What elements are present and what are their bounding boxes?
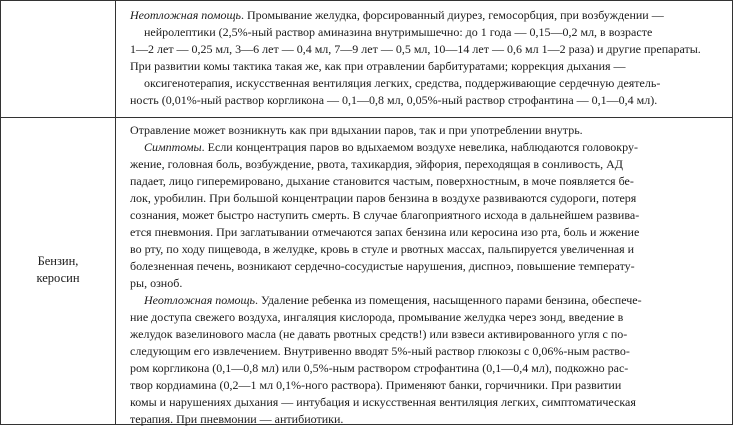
table-row-continuation (1, 1, 732, 118)
text-line: ность (0,01%-ный раствор коргликона — 0,1—0,8 мл, 0,05%-ный раствор строфантина — 0,1—0,4 мл). (130, 93, 658, 107)
substance-name-cell (1, 1, 116, 117)
table-row-benzin (1, 118, 732, 424)
description-cell (116, 118, 732, 424)
text-line: При развитии комы тактика такая же, как при отравлении барбитуратами; коррекция дыхания — (130, 59, 626, 73)
text-line: желудок вазелинового масла (не давать рвотных средств!) или взвеси активированного угля с по- (130, 327, 628, 341)
section-heading: Неотложная помощь (144, 293, 255, 307)
text-line: Неотложная помощь. Удаление ребенка из помещения, насыщенного парами бензина, обеспече- (144, 293, 642, 307)
text-line: лок, уробилин. При большой концентрации паров бензина в воздухе развиваются судороги, потеря (130, 191, 637, 205)
text-line: Отравление может возникнуть как при вдыхании паров, так и при употреблении внутрь. (130, 123, 583, 137)
text-line: болезненная печень, возникают сердечно-сосудистые нарушения, диспноэ, повышение температу- (130, 259, 635, 273)
text-line: Симптомы. Если концентрация паров во вдыхаемом воздухе невелика, наблюдаются головокру- (144, 140, 638, 154)
text-line: во рту, по ходу пищевода, в желудке, кровь в стуле и рвотных массах, пальпируется увеличенная и (130, 242, 635, 256)
text-line: 1—2 лет — 0,25 мл, 3—6 лет — 0,4 мл, 7—9 лет — 0,5 мл, 10—14 лет — 0,6 мл 1—2 раза) и другие препараты. (130, 42, 701, 56)
text-line: комы и нарушениях дыхания — интубация и искусственная вентиляция легких, симптоматическая (130, 395, 636, 409)
text-line: ры, озноб. (130, 276, 183, 290)
text-line: падает, лицо гиперемировано, дыхание становится частым, поверхностным, в моче появляется бе- (130, 174, 634, 188)
text-line: Неотложная помощь. Промывание желудка, форсированный диурез, гемосорбция, при возбуждении — (130, 8, 664, 22)
text-line: нейролептики (2,5%-ный раствор аминазина внутримышечно: до 1 года — 0,15—0,2 мл, в возрасте (144, 25, 653, 39)
text-line: оксигенотерапия, искусственная вентиляция легких, средства, поддерживающие сердечную деятель- (144, 76, 661, 90)
text-line: следующим его извлечением. Внутривенно вводят 5%-ный раствор глюкозы с 0,06%-ным раство- (130, 344, 630, 358)
section-heading: Симптомы (144, 140, 202, 154)
text-line: твор кордиамина (0,2—1 мл 0,1%-ного раствора). Применяют банки, горчичники. При развитии (130, 378, 622, 392)
text-line: сознания, может быстро наступить смерть. В случае благоприятного исхода в дальнейшем развива- (130, 208, 640, 222)
text-line: жение, головная боль, возбуждение, рвота, тахикардия, эйфория, переходящая в сонливость, АД (130, 157, 623, 171)
text-line: ние доступа свежего воздуха, ингаляция кислорода, промывание желудка через зонд, введение в (130, 310, 624, 324)
text-line: ром коргликона (0,1—0,8 мл) или 0,5%-ным раствором строфантина (0,1—0,4 мл), подкожно рас- (130, 361, 629, 375)
text-line: терапия. При пневмонии — антибиотики. (130, 412, 344, 426)
section-heading: Неотложная помощь (130, 8, 241, 22)
treatment-text-cell (116, 1, 732, 117)
substance-name: Бензин, керосин (36, 254, 80, 285)
substance-name-cell (1, 118, 116, 424)
text-line: ется пневмония. При заглатывании отмечаются запах бензина или керосина изо рта, боль и жжение (130, 225, 640, 239)
